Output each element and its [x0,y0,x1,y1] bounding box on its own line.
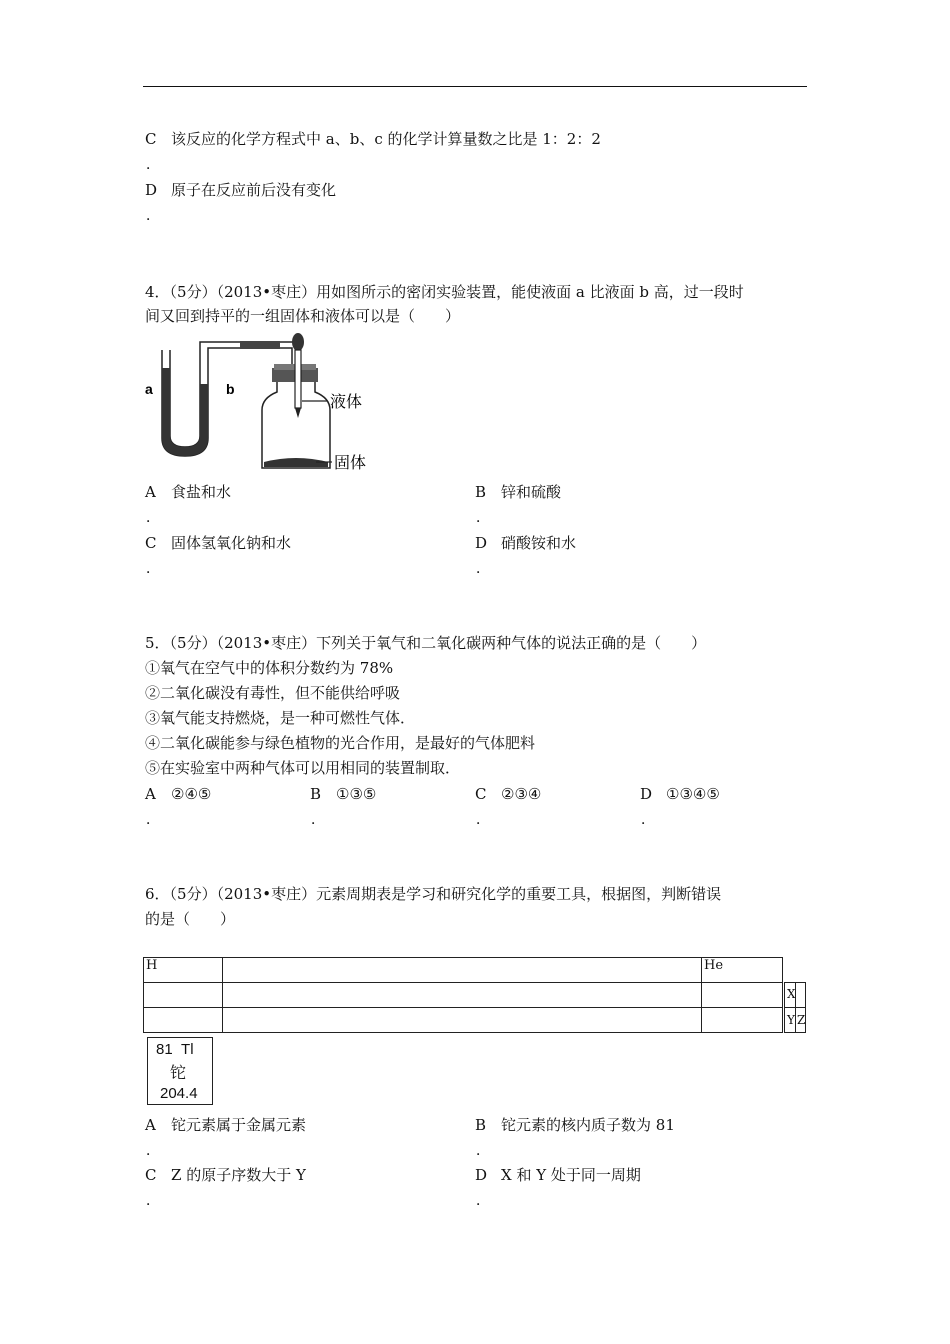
element-name: 铊 [170,1065,187,1082]
element-symbol: Tl [181,1041,194,1058]
table-cell [223,958,702,983]
option-dot: ． [476,561,490,577]
option-dot: ． [311,812,325,828]
q5-option-c [475,785,541,803]
option-dot: ． [146,561,160,577]
option-dot: ． [146,510,160,526]
option-dot: ． [146,1193,160,1209]
q4-option-d [475,534,576,552]
q6-option-c [145,1166,306,1184]
cell-he: He [702,958,783,983]
element-card-thallium [147,1037,213,1105]
option-dot: ． [146,157,160,173]
element-number: 81 [156,1041,173,1058]
q5-option-d [640,785,720,803]
q4-option-c [145,534,291,552]
cell-h: H [144,958,223,983]
element-mass: 204.4 [160,1085,198,1102]
option-label: C [475,785,487,803]
option-dot: ． [641,812,655,828]
q4-option-b [475,483,561,501]
option-text: 铊元素的核内质子数为 81 [501,1116,675,1134]
q3-option-c [145,130,601,148]
cell-z: Z [797,1013,806,1027]
option-dot: ． [476,1143,490,1159]
label-b: b [226,381,235,397]
option-text: 铊元素属于金属元素 [171,1116,307,1134]
option-text: 固体氢氧化钠和水 [171,534,292,552]
element-number-symbol [156,1041,194,1058]
option-label: C [145,534,157,552]
option-dot: ． [146,812,160,828]
option-label: A [145,1116,156,1134]
q5-statement: ②二氧化碳没有毒性，但不能供给呼吸 [145,684,401,702]
option-text: ②③④ [501,785,542,803]
option-label: C [145,1166,157,1184]
option-text: 该反应的化学方程式中 a、b、c 的化学计算量数之比是 1：2：2 [171,130,601,148]
table-cell [144,1008,223,1033]
option-label: D [475,534,488,552]
q5-statement: ⑤在实验室中两种气体可以用相同的装置制取． [145,759,461,777]
periodic-table-sketch [143,957,783,1033]
option-label: B [475,483,487,501]
q4-option-a [145,483,231,501]
option-dot: ． [476,812,490,828]
label-a: a [145,381,153,397]
q5-statement: ③氧气能支持燃烧，是一种可燃性气体． [145,709,416,727]
q6-option-a [145,1116,306,1134]
option-label: B [475,1116,487,1134]
header-rule [143,86,807,87]
option-text: ②④⑤ [171,785,212,803]
option-text: ①③④⑤ [666,785,720,803]
option-text: X 和 Y 处于同一周期 [501,1166,641,1184]
q6-stem-line2: 的是（ ） [145,910,236,928]
option-text: 锌和硫酸 [501,483,562,501]
apparatus-figure [140,328,380,476]
option-dot: ． [146,208,160,224]
table-cell [144,983,223,1008]
option-text: Z 的原子序数大于 Y [171,1166,306,1184]
option-text: ①③⑤ [336,785,377,803]
q4-stem-line1: 4．（5分）（2013•枣庄）用如图所示的密闭实验装置，能使液面 a 比液面 b 高，过一段时 [145,283,744,301]
option-label: C [145,130,157,148]
option-dot: ． [476,1193,490,1209]
option-dot: ． [476,510,490,526]
q6-option-b [475,1116,675,1134]
q6-stem-line1: 6．（5分）（2013•枣庄）元素周期表是学习和研究化学的重要工具，根据图，判断错误 [145,885,722,903]
q5-option-b [310,785,376,803]
option-dot: ． [146,1143,160,1159]
option-label: A [145,785,156,803]
option-label: A [145,483,156,501]
q5-statement: ④二氧化碳能参与绿色植物的光合作用，是最好的气体肥料 [145,734,536,752]
cell-x: X [787,987,796,1001]
label-liquid: 液体 [330,392,363,411]
q5-statement: ①氧气在空气中的体积分数约为 78% [145,659,394,677]
option-label: D [475,1166,488,1184]
option-text: 食盐和水 [171,483,232,501]
q3-option-d [145,181,336,199]
label-solid: 固体 [334,453,367,472]
q5-stem: 5．（5分）（2013•枣庄）下列关于氧气和二氧化碳两种气体的说法正确的是（ ） [145,634,707,652]
table-cell [702,1008,783,1033]
option-label: D [145,181,158,199]
table-cell [223,1008,702,1033]
option-label: B [310,785,322,803]
q5-option-a [145,785,211,803]
q4-stem-line2: 间又回到持平的一组固体和液体可以是（ ） [145,307,461,325]
cell-y: Y [787,1013,795,1027]
option-text: 原子在反应前后没有变化 [171,181,337,199]
option-label: D [640,785,653,803]
table-cell [702,983,783,1008]
option-text: 硝酸铵和水 [501,534,577,552]
q6-option-d [475,1166,641,1184]
table-cell [223,983,702,1008]
